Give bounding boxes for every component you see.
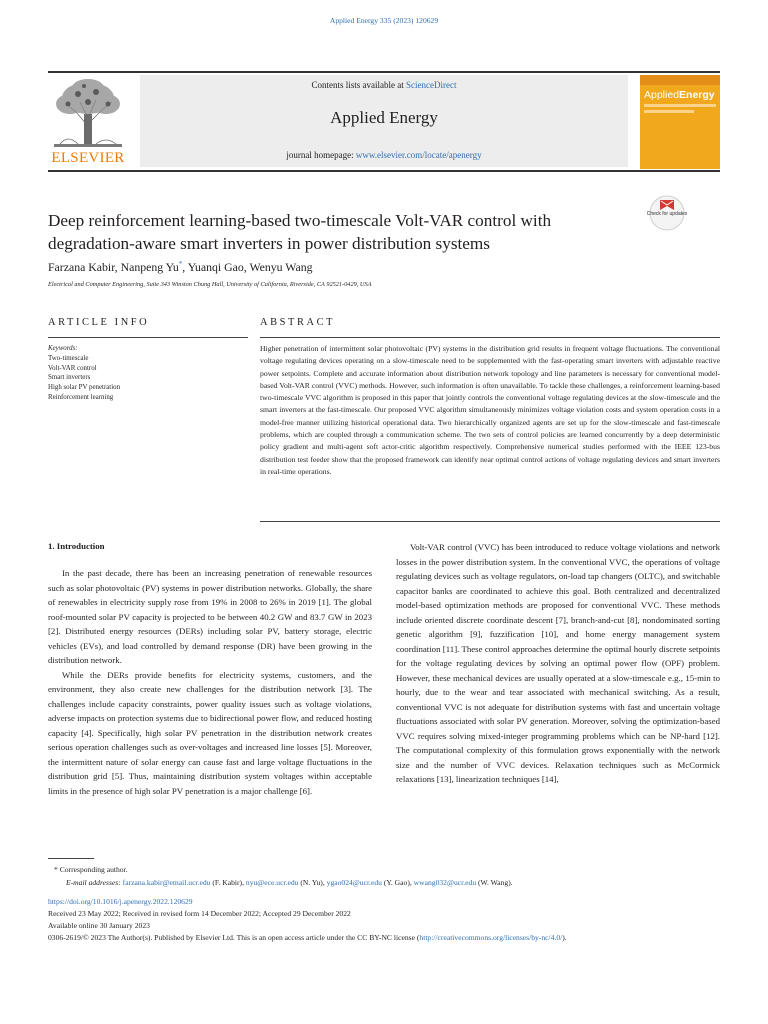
email-owner: (N. Yu), bbox=[298, 877, 327, 887]
authors-first: Farzana Kabir, Nanpeng Yu bbox=[48, 260, 179, 274]
cover-title-b: Energy bbox=[679, 89, 715, 101]
available-online: Available online 30 January 2023 bbox=[48, 921, 150, 930]
paper-title: Deep reinforcement learning-based two-timescale Volt-VAR control with degradation-aware smart inverters in power distribution systems bbox=[48, 211, 552, 253]
journal-cover-image[interactable] bbox=[640, 75, 720, 169]
keywords-block bbox=[48, 344, 248, 403]
sciencedirect-link[interactable]: ScienceDirect bbox=[406, 80, 457, 90]
contents-prefix: Contents lists available at bbox=[311, 80, 406, 90]
cover-top-strip bbox=[640, 75, 720, 85]
homepage-link[interactable]: www.elsevier.com/locate/apenergy bbox=[355, 150, 482, 160]
email-label: E-mail addresses: bbox=[66, 877, 121, 887]
contents-line bbox=[140, 80, 628, 90]
license-statement bbox=[48, 932, 720, 944]
email-addresses bbox=[48, 877, 720, 890]
abstract-rule-top bbox=[260, 337, 720, 338]
elsevier-wordmark: ELSEVIER bbox=[51, 150, 125, 166]
paragraph: While the DERs provide benefits for electricity systems, customers, and the environment, they also create new challenges for the distribution network [3]. The challenges include capacity constraints, power quality issues such as voltage violations, adverse impacts on protection systems due to bidirectional power flow, and reduced hosting capacity [4]. Specifically, high solar PV penetration in the distribution network creates serious operation challenges such as over-voltages and increased line losses [5]. Moreover, the intermittent nature of solar energy can cause fast and large voltage fluctuations in the distribution grid [5]. Thus, maintaining distribution system voltages within acceptable limits in the presence of high solar PV penetration is a major challenge [6]. bbox=[48, 669, 372, 796]
keyword: High solar PV penetration bbox=[48, 384, 121, 392]
article-info-heading: ARTICLE INFO bbox=[48, 317, 150, 328]
keywords-label: Keywords: bbox=[48, 345, 78, 352]
author-list bbox=[48, 260, 313, 275]
abstract-text: Higher penetration of intermittent solar photovoltaic (PV) systems in the distribution grid results in frequent voltage fluctuations. The conventional voltage regulating devices operating on a slow-timescale need to be supplemented with the fast-operating smart inverters with adjustable reactive power setpoints. Complete and accurate information about distribution network topology and line parameters is necessary for conventional model-based Volt-VAR control (VVC) methods. However, such information is often unavailable. To tackle these challenges, a reinforcement learning-based two-timescale VVC algorithm is proposed in this paper that jointly controls the conventional voltage regulating devices at the slow-timescale and the smart inverters at the fast-timescale. Our proposed VVC algorithm simultaneously minimizes voltage violation costs and system operation costs in a model-free manner utilizing historical operational data. Two hierarchically organized agents are set up for the slow-timescale and fast-timescale problems, which are coupled through a communication scheme. The two sets of control policies are learned concurrently by a deep deterministic policy gradient and multi-agent soft actor-critic algorithm respectively. Comprehensive numerical studies performed with the IEEE 123-bus distribution test feeder show that the proposed framework can identify near optimal control actions of voltage regulating devices and smart inverters in real-time operations. bbox=[260, 344, 720, 476]
footnote-rule bbox=[48, 858, 94, 859]
email-link[interactable]: farzana.kabir@email.ucr.edu bbox=[122, 877, 211, 887]
article-info-rule bbox=[48, 337, 248, 338]
email-owner: (Y. Gao), bbox=[381, 877, 414, 887]
cover-decoration bbox=[644, 104, 716, 107]
body-column-right bbox=[396, 540, 720, 787]
authors-rest: , Yuanqi Gao, Wenyu Wang bbox=[182, 260, 313, 274]
keyword: Two-timescale bbox=[48, 354, 89, 362]
cover-decoration bbox=[644, 110, 694, 113]
affiliation: Electrical and Computer Engineering, Suite 343 Winston Chung Hall, University of California, Riverside, CA 92521-0429, USA bbox=[48, 281, 372, 288]
keyword: Reinforcement learning bbox=[48, 393, 114, 401]
cover-title-a: Applied bbox=[644, 89, 680, 101]
header-rule-bottom bbox=[48, 170, 720, 172]
article-metadata bbox=[48, 896, 720, 944]
paragraph: Volt-VAR control (VVC) has been introduced to reduce voltage violations and network losses in the power distribution system. In the conventional VVC, the operations of voltage regulating devices such as voltage regulators, on-load tap changers (OLTC), and switchable capacitor banks are coordinated to achieve this goal. Both centralized and decentralized model-based optimization methods are proposed for conventional VVC. These methods include oriented discrete coordinate descent [7], branch-and-cut [8], nondominated sorting genetic algorithm [9], fuzzification [10], and home energy management system coordination [11]. These control approaches determine the optimal hourly discrete setpoints for the voltage regulating devices by solving an optimal power flow (OPF) problem. However, these mechanical devices are usually operated at a slow-timescale e.g., 15-min to hourly, due to the wear and tear associated with mechanical switching. As a result, conventional VVC is not adequate for distribution systems with fast and uncertain voltage fluctuations associated with solar PV generation. Moreover, solving the optimization-based VVC requires solving mixed-integer programming problems which can be NP-hard [12]. The computational complexity of this formulation grows exponentially with the network size and the number of VVC devices. Relaxation techniques such as McCormick relaxations [13], linearization techniques [14], bbox=[396, 542, 720, 784]
cover-title bbox=[644, 89, 715, 101]
check-for-updates-label: Check for updates bbox=[646, 211, 688, 217]
license-link[interactable]: http://creativecommons.org/licenses/by-nc/4.0/ bbox=[419, 933, 563, 942]
email-owner: (W. Wang). bbox=[476, 877, 513, 887]
email-link[interactable]: wwang032@ucr.edu bbox=[413, 877, 477, 887]
body-column-left bbox=[48, 566, 372, 798]
abstract-heading: ABSTRACT bbox=[260, 317, 336, 328]
keyword: Smart inverters bbox=[48, 374, 91, 382]
received-dates: Received 23 May 2022; Received in revised form 14 December 2022; Accepted 29 December 2022 bbox=[48, 909, 351, 918]
paragraph: In the past decade, there has been an increasing penetration of renewable resources such as solar photovoltaic (PV) systems in power distribution networks. Globally, the share of renewables in electricity supply rose from 19% in 2008 to 26% in 2019 [1]. The global roof-mounted solar PV capacity is projected to be between 40.2 GW and 83.7 GW in 2023 [2]. Distributed energy resources (DERs) including solar PV, battery storage, electric vehicles (EVs), and load controlled by demand response (DR) have been growing in the distribution network. bbox=[48, 568, 372, 665]
doi-link[interactable]: https://doi.org/10.1016/j.apenergy.2022.120629 bbox=[48, 897, 193, 906]
homepage-prefix: journal homepage: bbox=[286, 150, 356, 160]
section-heading-introduction: 1. Introduction bbox=[48, 541, 105, 551]
abstract-rule-bottom bbox=[260, 521, 720, 522]
license-text: 0306-2619/© 2023 The Author(s). Published by Elsevier Ltd. This is an open access article under the CC BY-NC license ( bbox=[48, 933, 420, 942]
license-text-end: ). bbox=[562, 933, 567, 942]
email-link[interactable]: nyu@ece.ucr.edu bbox=[245, 877, 299, 887]
footnotes bbox=[48, 864, 720, 889]
header-rule-top bbox=[48, 71, 720, 73]
corresponding-author-note: * Corresponding author. bbox=[54, 865, 128, 874]
keyword: Volt-VAR control bbox=[48, 364, 97, 372]
homepage-line bbox=[140, 150, 628, 160]
journal-title: Applied Energy bbox=[330, 108, 438, 127]
email-owner: (F. Kabir), bbox=[210, 877, 246, 887]
email-link[interactable]: ygao024@ucr.edu bbox=[326, 877, 382, 887]
corresponding-author-mark[interactable]: * bbox=[178, 260, 183, 269]
journal-citation-link[interactable]: Applied Energy 335 (2023) 120629 bbox=[329, 16, 439, 25]
